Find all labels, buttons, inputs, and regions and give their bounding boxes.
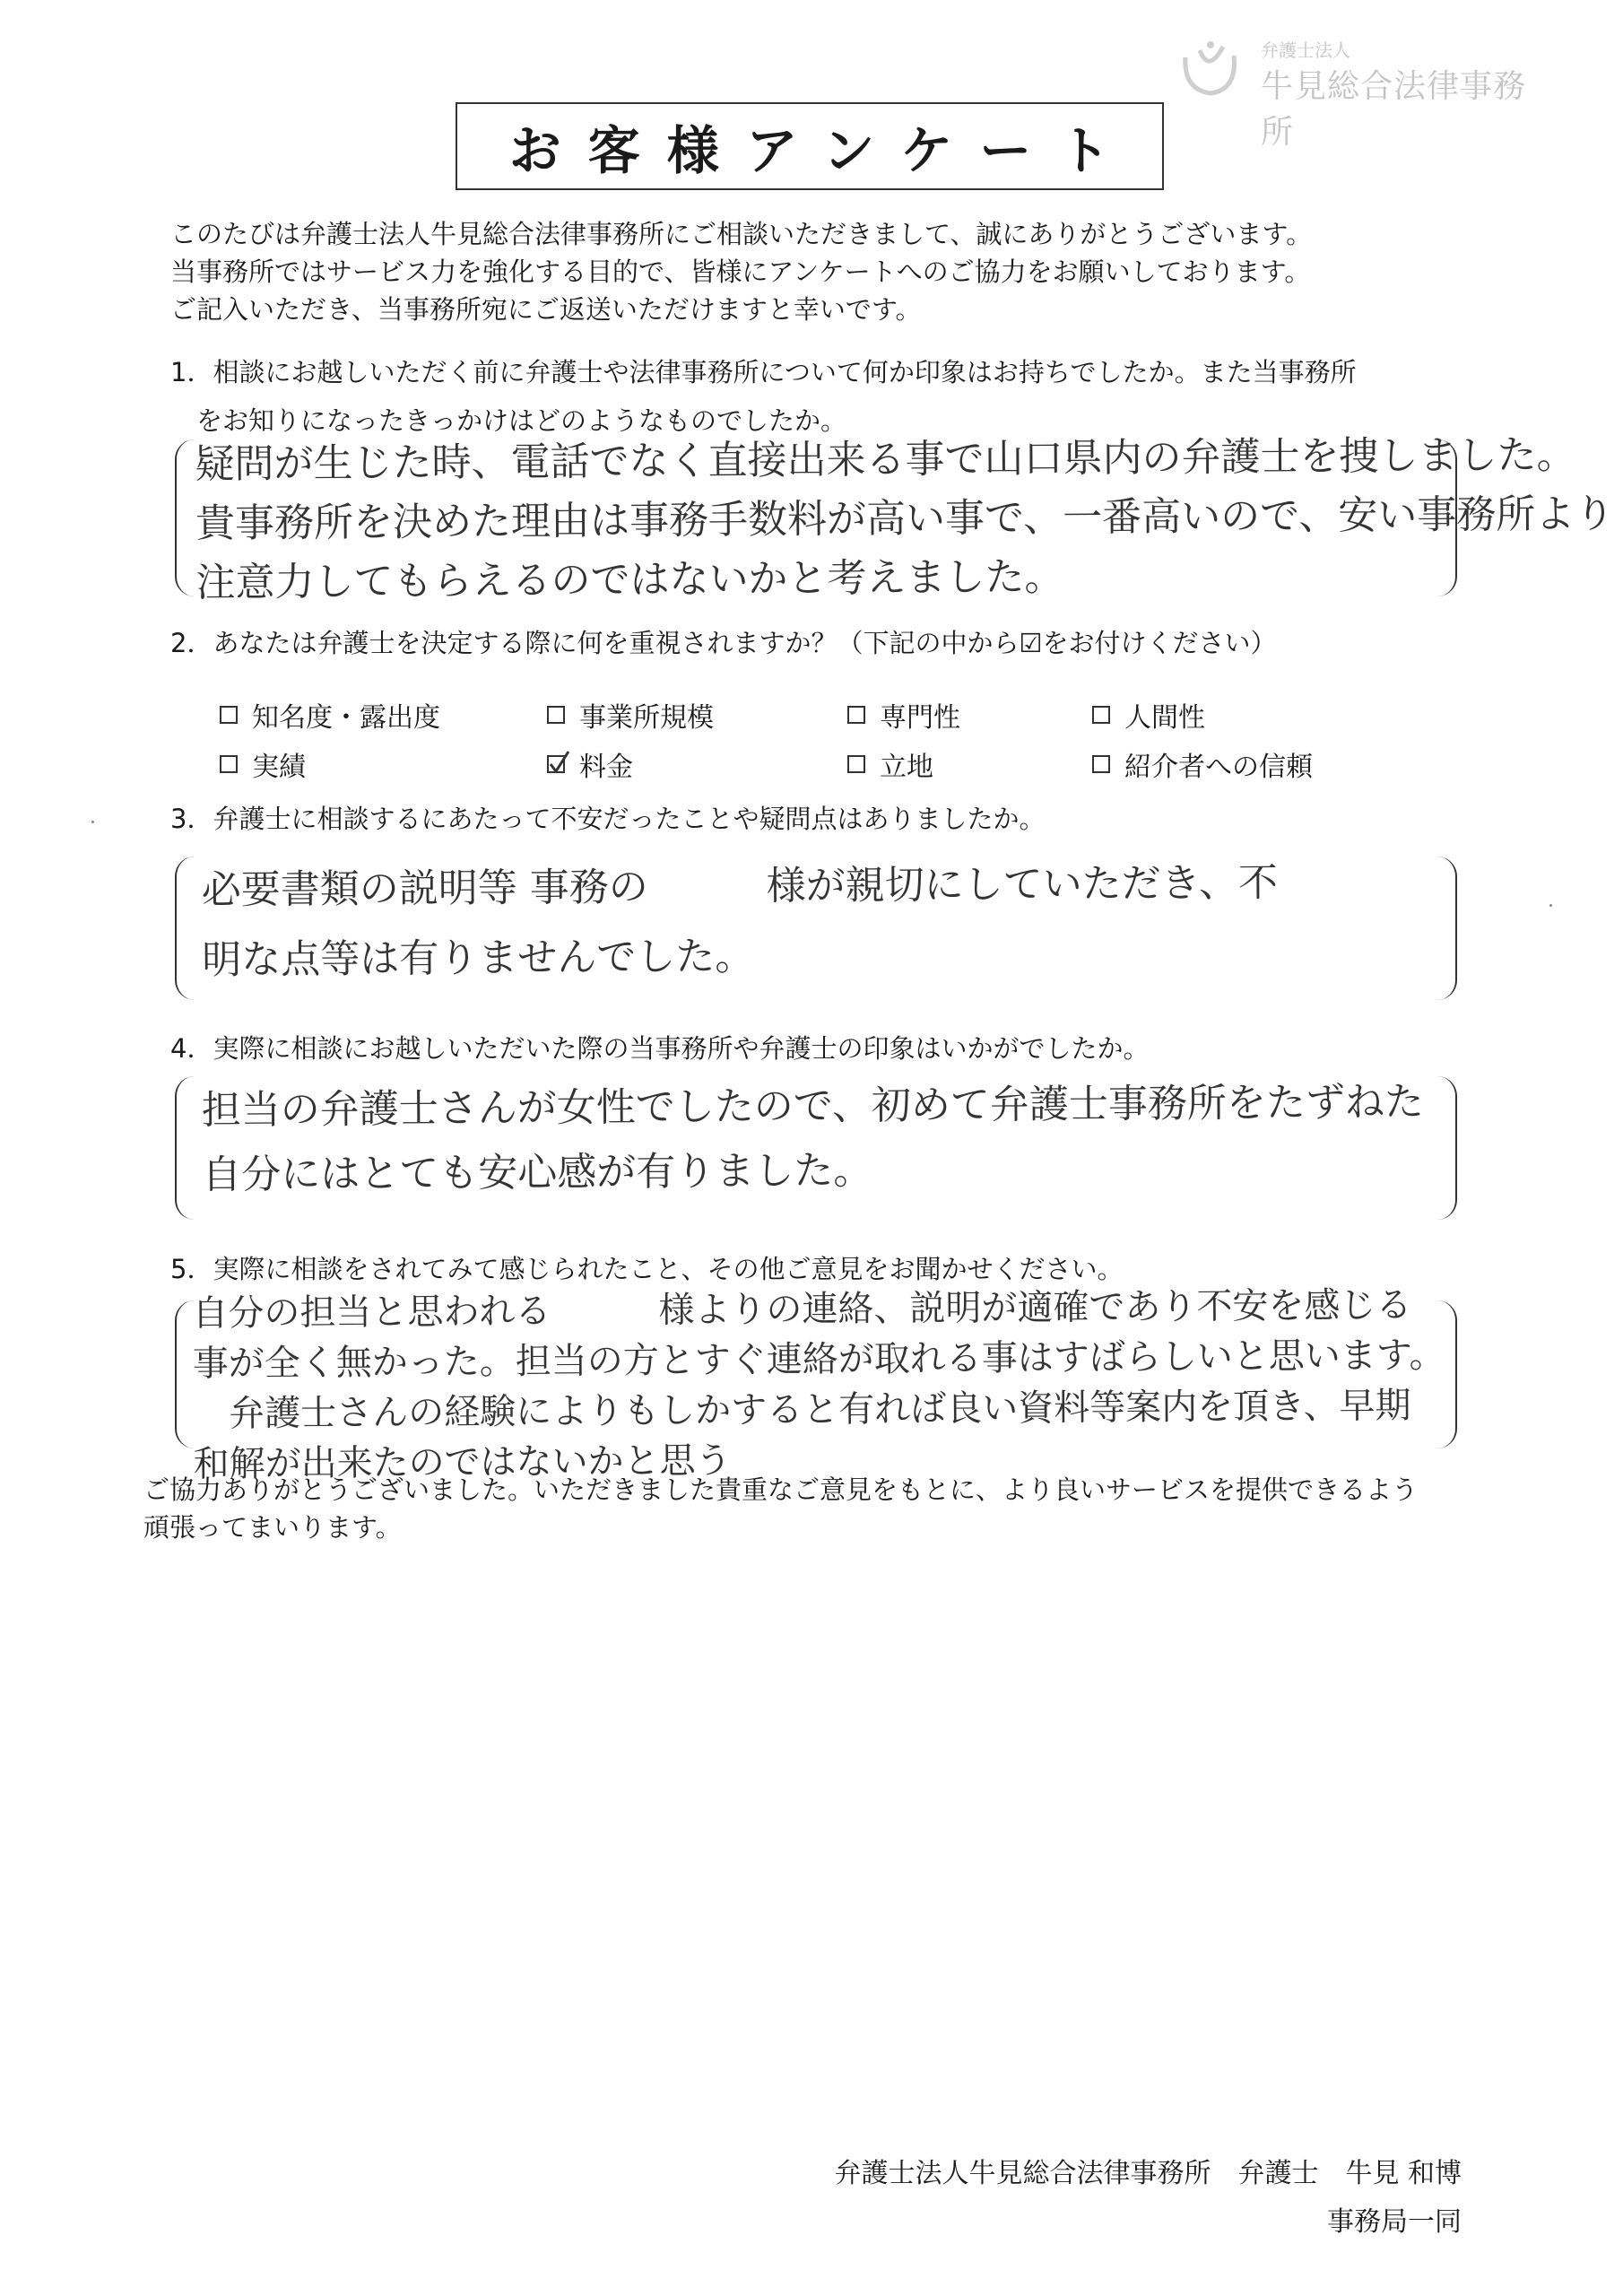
option-referrer-trust[interactable] bbox=[1092, 744, 1313, 784]
intro-line: 当事務所ではサービス力を強化する目的で、皆様にアンケートへのご協力をお願いしております。 bbox=[170, 257, 1311, 287]
logo-main-text: 牛見総合法律事務所 bbox=[1261, 68, 1527, 151]
question-1-line: をお知りになったきっかけはどのようなものでしたか。 bbox=[170, 405, 847, 436]
logo-small-text: 弁護士法人 bbox=[1261, 39, 1350, 61]
firm-logo-mark-icon bbox=[1175, 38, 1246, 100]
option-personality[interactable] bbox=[1092, 695, 1205, 735]
checkbox-icon[interactable] bbox=[220, 755, 238, 773]
firm-logo bbox=[1175, 34, 1551, 151]
question-4: 4．実際に相談にお越しいただいた際の当事務所や弁護士の印象はいかがでしたか。 bbox=[170, 1033, 1150, 1064]
check-mark-icon bbox=[545, 748, 572, 775]
option-label: 紹介者への信頼 bbox=[1124, 752, 1313, 783]
option-location[interactable] bbox=[847, 744, 933, 784]
checkbox-icon[interactable] bbox=[220, 706, 238, 724]
checkbox-icon[interactable] bbox=[1092, 755, 1110, 773]
question-1-line: 1．相談にお越しいただく前に弁護士や法律事務所について何か印象はお持ちでしたか。また当事務所 bbox=[170, 357, 1357, 387]
option-label: 専門性 bbox=[880, 702, 960, 734]
option-name-recognition[interactable] bbox=[220, 695, 440, 735]
answer-4-line: 担当の弁護士さんが女性でしたので、初めて弁護士事務所をたずねた bbox=[201, 1079, 1425, 1134]
answer-4-line: 自分にはとても安心感が有りました。 bbox=[202, 1147, 873, 1198]
answer-5-line: 弁護士さんの経験によりもしかすると有れば良い資料等案内を頂き、早期 bbox=[193, 1385, 1411, 1435]
signature-staff: 事務局一同 bbox=[1327, 2206, 1462, 2238]
checkbox-icon[interactable] bbox=[1092, 706, 1110, 724]
checkbox-icon[interactable] bbox=[847, 755, 865, 773]
answer-1-line: 疑問が生じた時、電話でなく直接出来る事で山口県内の弁護士を捜しました。 bbox=[195, 431, 1576, 488]
answer-5-line: 事が全く無かった。担当の方とすぐ連絡が取れる事はすばらしいと思います。 bbox=[192, 1335, 1445, 1385]
closing-line: 頑張ってまいります。 bbox=[143, 1512, 402, 1543]
scan-speck bbox=[91, 821, 94, 823]
closing-line: ご協力ありがとうございました。いただきました貴重なご意見をもとに、より良いサービスを提供できるよう bbox=[143, 1474, 1419, 1505]
answer-5-line: 和解が出来たのではないかと思う bbox=[193, 1439, 732, 1485]
question-2: 2．あなたは弁護士を決定する際に何を重視されますか？（下記の中から☑をお付けください） bbox=[170, 628, 1277, 658]
option-expertise[interactable] bbox=[847, 695, 960, 735]
checkbox-icon[interactable] bbox=[547, 706, 565, 724]
survey-title: お客様アンケート bbox=[508, 120, 1138, 181]
answer-3-line: 必要書類の説明等 事務の 様が親切にしていただき、不 bbox=[201, 859, 1279, 914]
question-3: 3．弁護士に相談するにあたって不安だったことや疑問点はありましたか。 bbox=[170, 804, 1046, 834]
intro-line: ご記入いただき、当事務所宛にご返送いただけますと幸いです。 bbox=[170, 294, 922, 325]
option-label: 実績 bbox=[252, 752, 306, 783]
option-track-record[interactable] bbox=[220, 744, 306, 784]
signature-firm-lawyer: 弁護士法人牛見総合法律事務所 弁護士 牛見 和博 bbox=[834, 2158, 1462, 2189]
survey-title-box bbox=[456, 102, 1164, 190]
checkbox-icon[interactable] bbox=[847, 706, 865, 724]
option-label: 料金 bbox=[579, 752, 633, 783]
answer-1-line: 貴事務所を決めた理由は事務手数料が高い事で、一番高いので、安い事務所より bbox=[195, 491, 1615, 547]
question-5: 5．実際に相談をされてみて感じられたこと、その他ご意見をお聞かせください。 bbox=[170, 1254, 1124, 1284]
answer-5-handwriting bbox=[192, 1280, 1445, 1490]
option-label: 事業所規模 bbox=[579, 702, 714, 734]
checkbox-checked-icon[interactable] bbox=[547, 755, 565, 773]
answer-1-handwriting bbox=[195, 425, 1615, 613]
intro-line: このたびは弁護士法人牛見総合法律事務所にご相談いただきまして、誠にありがとうございます。 bbox=[170, 219, 1313, 249]
answer-3-line: 明な点等は有りませんでした。 bbox=[202, 933, 755, 984]
answer-4-handwriting bbox=[202, 1070, 1425, 1208]
answer-3-handwriting bbox=[201, 848, 1278, 996]
option-fee[interactable] bbox=[547, 744, 633, 784]
intro-text bbox=[170, 215, 1312, 328]
option-label: 人間性 bbox=[1124, 702, 1205, 734]
answer-5-line: 自分の担当と思われる 様よりの連絡、説明が適確であり不安を感じる bbox=[192, 1284, 1412, 1335]
answer-1-line: 注意力してもらえるのではないかと考えました。 bbox=[195, 553, 1064, 606]
option-label: 立地 bbox=[880, 752, 933, 783]
option-label: 知名度・露出度 bbox=[252, 702, 440, 734]
scan-speck bbox=[1549, 904, 1552, 907]
option-office-size[interactable] bbox=[547, 695, 714, 735]
closing-text bbox=[143, 1471, 1418, 1546]
